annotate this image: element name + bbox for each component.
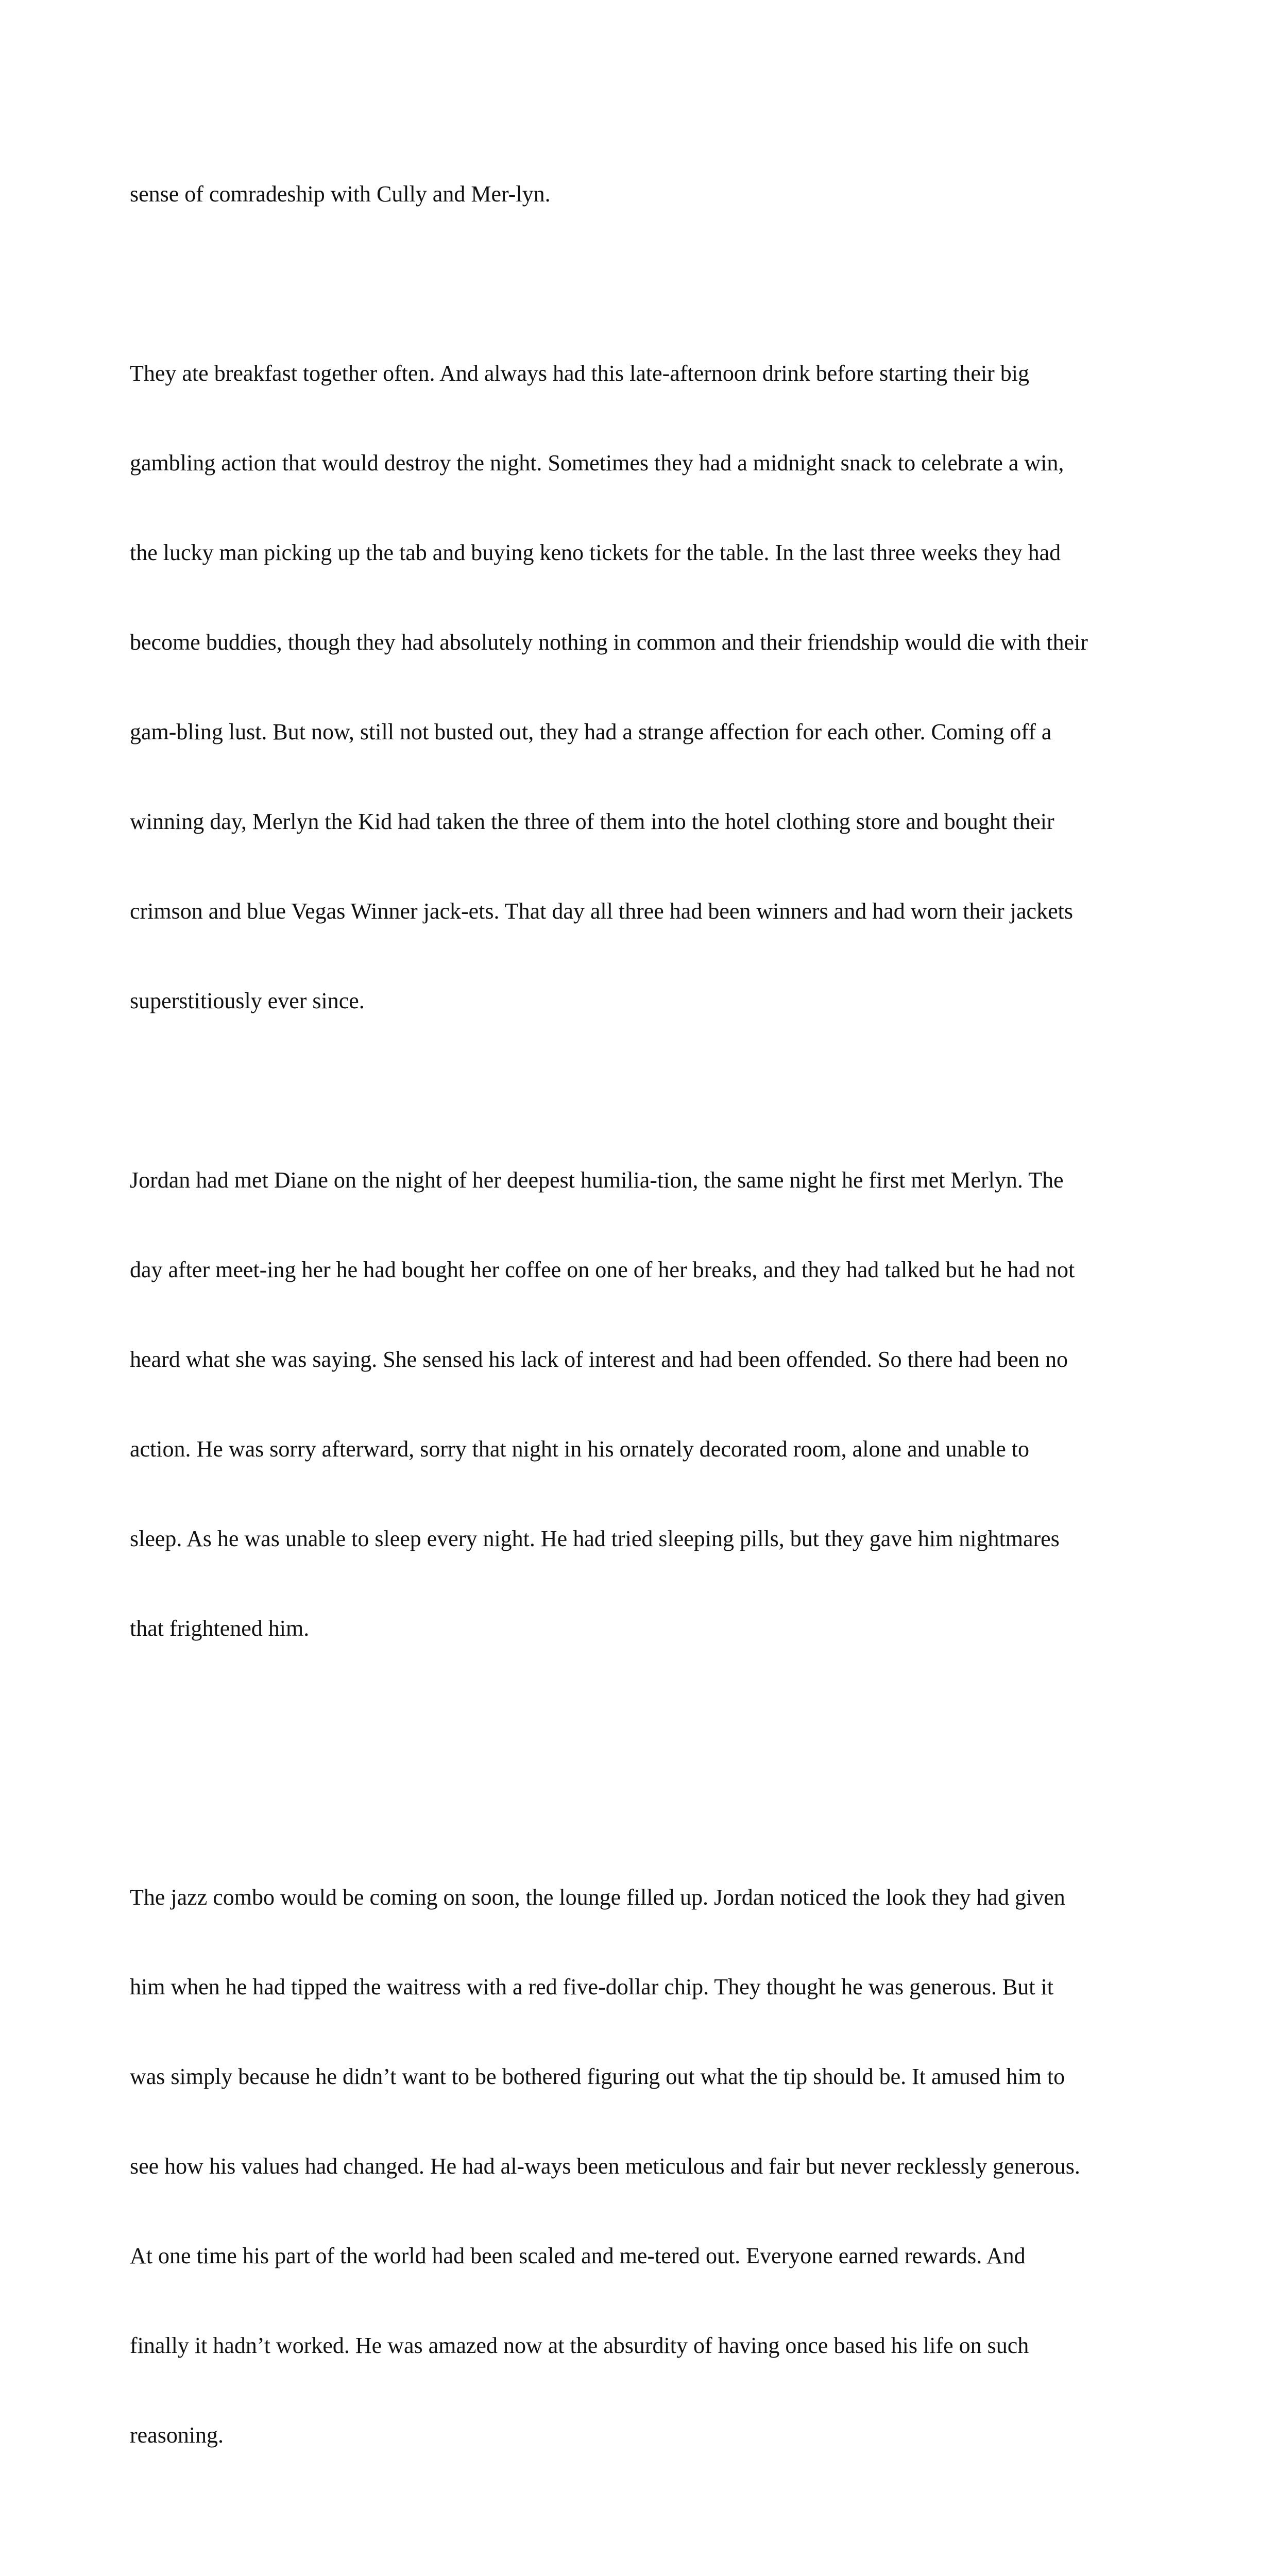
text-line: that frightened him. <box>130 1616 310 1641</box>
paragraph-4 <box>130 1823 1160 2510</box>
text-line: Jordan had met Diane on the night of her deepest humilia-tion, the same night he first met Merlyn. The <box>130 1167 1064 1193</box>
text-line: sleep. As he was unable to sleep every night. He had tried sleeping pills, but they gave him nightmares <box>130 1526 1060 1551</box>
text-line: the lucky man picking up the tab and buying keno tickets for the table. In the last three weeks they had <box>130 540 1061 565</box>
text-line: The jazz combo would be coming on soon, the lounge filled up. Jordan noticed the look they had given <box>130 1885 1065 1910</box>
section-break <box>130 1703 1160 1823</box>
paragraph-gap <box>130 269 1160 299</box>
text-line: finally it hadn’t worked. He was amazed now at the absurdity of having once based his life on such <box>130 2333 1029 2358</box>
text-line: was simply because he didn’t want to be bothered figuring out what the tip should be. It amused him to <box>130 2064 1065 2089</box>
paragraph-gap <box>130 1076 1160 1106</box>
text-line: him when he had tipped the waitress with a red five-dollar chip. They thought he was generous. But it <box>130 1974 1053 1999</box>
text-line: winning day, Merlyn the Kid had taken the three of them into the hotel clothing store and bought their <box>130 809 1054 834</box>
text-line: gam-bling lust. But now, still not busted out, they had a strange affection for each other. Coming off a <box>130 719 1052 744</box>
paragraph-1 <box>130 120 1160 269</box>
paragraph-3 <box>130 1106 1160 1703</box>
text-line: see how his values had changed. He had al-ways been meticulous and fair but never recklessly generous. <box>130 2154 1080 2179</box>
text-line: sense of comradeship with Cully and Mer-lyn. <box>130 181 551 207</box>
text-line: heard what she was saying. She sensed his lack of interest and had been offended. So there had been no <box>130 1347 1068 1372</box>
document-page <box>130 120 1160 2576</box>
text-line: day after meet-ing her he had bought her coffee on one of her breaks, and they had talked but he had not <box>130 1257 1075 1282</box>
text-line: become buddies, though they had absolutely nothing in common and their friendship would die with their <box>130 630 1088 655</box>
text-line: They ate breakfast together often. And always had this late-afternoon drink before starting their big <box>130 361 1029 386</box>
text-line: reasoning. <box>130 2422 224 2448</box>
text-line: At one time his part of the world had been scaled and me-tered out. Everyone earned rewards. And <box>130 2243 1026 2268</box>
text-line: gambling action that would destroy the night. Sometimes they had a midnight snack to celebrate a win, <box>130 450 1064 476</box>
paragraph-2 <box>130 299 1160 1076</box>
text-line: superstitiously ever since. <box>130 988 365 1013</box>
paragraph-5 <box>130 2540 1160 2576</box>
paragraph-gap <box>130 2510 1160 2540</box>
text-line: crimson and blue Vegas Winner jack-ets. That day all three had been winners and had worn their jackets <box>130 899 1073 924</box>
text-line: action. He was sorry afterward, sorry that night in his ornately decorated room, alone and unable to <box>130 1436 1029 1462</box>
